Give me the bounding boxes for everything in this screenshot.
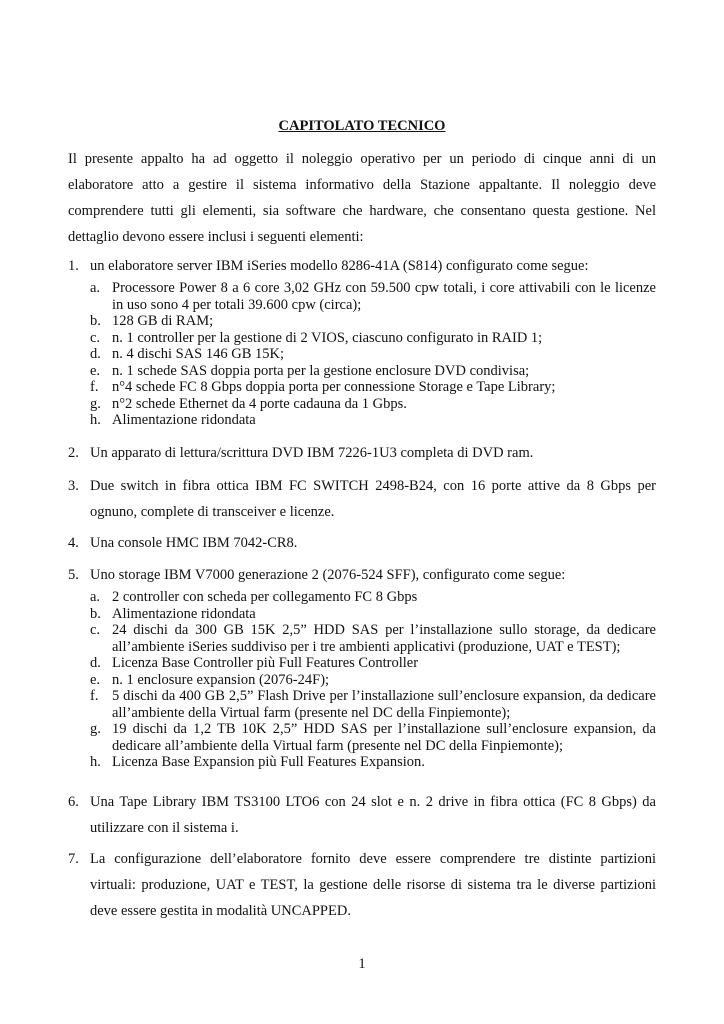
sublist-item [90, 346, 656, 363]
sub-letter: a. [90, 280, 101, 296]
sub-text: n. 1 controller per la gestione di 2 VIOS, ciascuno configurato in RAID 1; [112, 329, 543, 346]
item-number: 1. [68, 258, 79, 274]
list-item [68, 562, 656, 588]
sublist [90, 589, 656, 771]
list-item [68, 253, 656, 279]
item-text: Due switch in fibra ottica IBM FC SWITCH 2498-B24, con 16 porte attive da 8 Gbps per ognuno, complete di transceiver e licenze. [90, 478, 656, 520]
sub-letter: b. [90, 605, 101, 622]
sub-text: Licenza Base Controller più Full Features Controller [112, 655, 419, 671]
sub-letter: h. [90, 754, 101, 770]
sub-letter: f. [90, 688, 99, 704]
sub-letter: g. [90, 721, 101, 737]
sub-letter: e. [90, 362, 101, 379]
sub-letter: c. [90, 622, 101, 638]
item-text: Una console HMC IBM 7042-CR8. [90, 535, 298, 551]
sub-letter: f. [90, 379, 99, 395]
list-item [68, 473, 656, 525]
intro-paragraph: Il presente appalto ha ad oggetto il noleggio operativo per un periodo di cinque anni di un elaboratore atto a gestire il sistema informativo della Stazione appaltante. Il noleggio deve comprendere tutti gli elementi, sia software che hardware, che consentano questa gestione. Nel dettaglio devono essere inclusi i seguenti elementi: [68, 151, 656, 245]
sub-text: 24 dischi da 300 GB 15K 2,5” HDD SAS per l’installazione sullo storage, da dedicare all’ambiente iSeries suddiviso per i tre ambienti applicativi (produzione, UAT e TEST); [112, 622, 656, 655]
list-item [68, 440, 656, 466]
sub-text: Processore Power 8 a 6 core 3,02 GHz con 59.500 cpw totali, i core attivabili con le licenze in uso sono 4 per totali 39.600 cpw (circa); [112, 280, 656, 313]
sub-text: n. 1 schede SAS doppia porta per la gestione enclosure DVD condivisa; [112, 362, 530, 379]
list-item [68, 530, 656, 556]
sublist-item [90, 363, 656, 380]
sub-text: Alimentazione ridondata [112, 412, 256, 428]
item-number: 5. [68, 567, 79, 583]
sublist-item [90, 396, 656, 413]
sub-text: 19 dischi da 1,2 TB 10K 2,5” HDD SAS per l’installazione sull’enclosure expansion, da dedicare all’ambiente della Virtual farm (presente nel DC della Finpiemonte); [112, 721, 656, 754]
sub-text: n. 4 dischi SAS 146 GB 15K; [112, 346, 285, 362]
sub-letter: a. [90, 589, 101, 605]
sublist-item [90, 589, 656, 606]
sub-letter: g. [90, 395, 101, 412]
sublist [90, 280, 656, 429]
item-number: 2. [68, 445, 79, 461]
sublist-item [90, 672, 656, 689]
sub-text: Alimentazione ridondata [112, 605, 256, 622]
sublist-item [90, 721, 656, 754]
sub-text: n°4 schede FC 8 Gbps doppia porta per connessione Storage e Tape Library; [112, 379, 556, 395]
item-number: 7. [68, 851, 79, 867]
sub-text: Licenza Base Expansion più Full Features Expansion. [112, 754, 425, 770]
sublist-item [90, 622, 656, 655]
item-text: Uno storage IBM V7000 generazione 2 (2076-524 SFF), configurato come segue: [90, 567, 566, 583]
item-number: 4. [68, 535, 79, 551]
page-number: 1 [358, 956, 366, 972]
sub-text: n. 1 enclosure expansion (2076-24F); [112, 671, 330, 688]
sub-letter: d. [90, 655, 101, 671]
sublist-item [90, 330, 656, 347]
sub-letter: e. [90, 671, 101, 688]
sublist-item [90, 313, 656, 330]
sublist-item [90, 412, 656, 429]
sub-letter: b. [90, 313, 101, 329]
sub-text: 2 controller con scheda per collegamento FC 8 Gbps [112, 589, 418, 605]
item-text: Una Tape Library IBM TS3100 LTO6 con 24 slot e n. 2 drive in fibra ottica (FC 8 Gbps) da utilizzare con il sistema i. [90, 794, 656, 836]
sublist-item [90, 688, 656, 721]
list-item [68, 789, 656, 841]
sublist-item [90, 754, 656, 771]
sub-text: 128 GB di RAM; [112, 313, 214, 329]
sub-letter: d. [90, 346, 101, 362]
sub-letter: c. [90, 329, 101, 346]
sublist-item [90, 379, 656, 396]
sub-letter: h. [90, 412, 101, 428]
sublist-item [90, 655, 656, 672]
sub-text: n°2 schede Ethernet da 4 porte cadauna da 1 Gbps. [112, 395, 407, 412]
item-text: un elaboratore server IBM iSeries modello 8286-41A (S814) configurato come segue: [90, 258, 589, 274]
sublist-item [90, 280, 656, 313]
sublist-item [90, 606, 656, 623]
document-title: CAPITOLATO TECNICO [278, 118, 446, 134]
item-text: Un apparato di lettura/scrittura DVD IBM 7226-1U3 completa di DVD ram. [90, 445, 534, 461]
item-number: 6. [68, 794, 79, 810]
item-text: La configurazione dell’elaboratore fornito deve essere comprendere tre distinte partizioni virtuali: produzione, UAT e TEST, la gestione delle risorse di sistema tra le diverse partizioni deve essere gestita in modalità UNCAPPED. [90, 851, 656, 919]
item-number: 3. [68, 478, 79, 494]
sub-text: 5 dischi da 400 GB 2,5” Flash Drive per l’installazione sull’enclosure expansion, da dedicare all’ambiente della Virtual farm (presente nel DC della Finpiemonte); [112, 688, 656, 721]
list-item [68, 846, 656, 924]
